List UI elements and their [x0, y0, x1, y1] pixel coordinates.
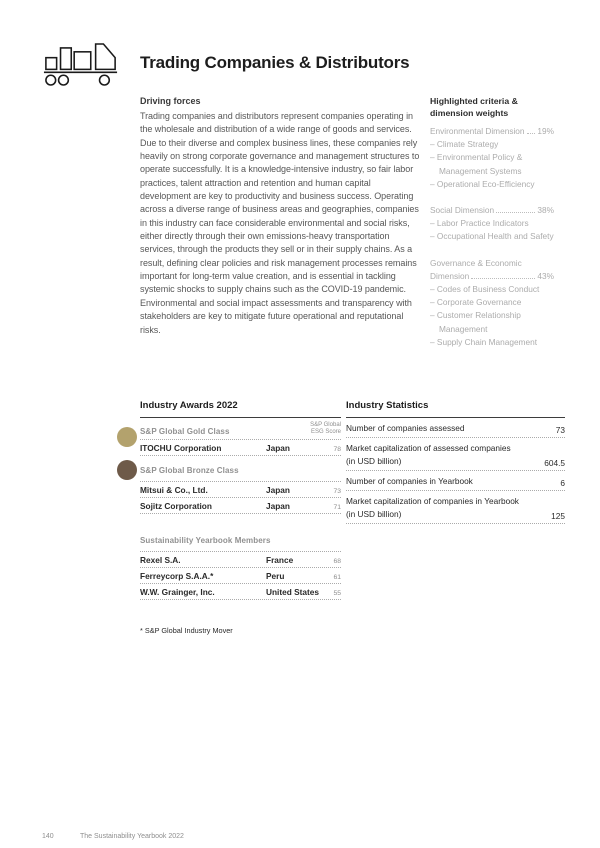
- esg-score: 73: [333, 487, 341, 495]
- stat-value: 125: [551, 510, 565, 521]
- criteria-section: [430, 96, 554, 362]
- dimension-environmental: [430, 125, 554, 191]
- stat-label-line2: (in USD billion): [346, 508, 402, 519]
- spacer: [140, 514, 341, 526]
- gold-medal-icon: [117, 427, 137, 447]
- table-row: [140, 552, 341, 568]
- stat-label: Number of companies in Yearbook: [346, 475, 473, 486]
- company-name: Sojitz Corporation: [140, 500, 212, 511]
- criteria-heading: Highlighted criteria & dimension weights: [430, 96, 518, 118]
- gold-class-header-row: [140, 418, 341, 440]
- driving-forces-section: [140, 96, 421, 337]
- company-country: Peru: [266, 570, 285, 581]
- dimension-governance: [430, 257, 554, 349]
- driving-forces-heading: Driving forces: [140, 96, 201, 106]
- company-name: Ferreycorp S.A.A.*: [140, 570, 214, 581]
- dimension-label-prefix: Governance & Economic: [430, 257, 522, 268]
- criterion-item: – Occupational Health and Safety: [430, 230, 554, 243]
- company-country: Japan: [266, 442, 290, 453]
- dimension-weight: 38%: [537, 205, 554, 216]
- dot-leader: [496, 212, 535, 213]
- table-row: [346, 438, 565, 471]
- footer-text: The Sustainability Yearbook 2022: [80, 833, 184, 840]
- driving-forces-body: Trading companies and distributors represent companies operating in the wholesale and distribution of a wide range of goods and services. Due to their diverse and complex business lines, these companies rely heavily on strong corporate governance and management structures to operate successfully. It is a knowledge-intensive industry, so fair labor practices, talent attraction and retention and human capital development are key to productivity and business success. Operating across a diverse range of business areas and geographies, companies in this industry can face considerable environmental and social risks, either directly through their own emissions-heavy transportation services, through the products they sell or in their supply chains. As a result, defining clear policies and risk management processes remains important for long-term value creation, and is essential in tackling systemic shocks to supply chains such as the COVID-19 pandemic. Environmental and social impact assessments and transparency with stakeholders are key to mitigate future operational and reputational risks.: [140, 111, 420, 335]
- company-country: United States: [266, 586, 320, 597]
- stat-label: Number of companies assessed: [346, 422, 465, 433]
- industry-awards-section: [140, 400, 341, 635]
- criterion-item: – Corporate Governance: [430, 296, 554, 309]
- dot-leader: [471, 278, 535, 279]
- dimension-label: Environmental Dimension: [430, 126, 525, 136]
- table-row: [140, 440, 341, 456]
- table-row: [140, 498, 341, 514]
- company-name: W.W. Grainger, Inc.: [140, 586, 215, 597]
- table-row: [140, 584, 341, 600]
- industry-mover-footnote: * S&P Global Industry Mover: [140, 626, 233, 635]
- page-footer: [42, 833, 184, 840]
- bronze-medal-icon: [117, 460, 137, 480]
- company-name: ITOCHU Corporation: [140, 442, 222, 453]
- esg-score: 61: [333, 573, 341, 581]
- statistics-heading: Industry Statistics: [346, 400, 565, 418]
- members-header-row: [140, 526, 341, 552]
- dimension-social: [430, 204, 554, 244]
- table-row: [140, 568, 341, 584]
- stat-label-line2: (in USD billion): [346, 455, 402, 466]
- company-country: Japan: [266, 500, 290, 511]
- criterion-item: – Labor Practice Indicators: [430, 217, 554, 230]
- esg-score: 55: [333, 589, 341, 597]
- company-name: Rexel S.A.: [140, 554, 181, 565]
- stat-value: 6: [560, 477, 565, 488]
- bronze-class-header-row: [140, 456, 341, 482]
- industry-statistics-section: [346, 400, 565, 524]
- gold-class-label: S&P Global Gold Class: [140, 427, 230, 436]
- truck-icon: [42, 40, 120, 94]
- criterion-item: – Climate Strategy: [430, 138, 554, 151]
- dimension-label: Dimension: [430, 270, 470, 281]
- criterion-item: – Customer Relationship Management: [430, 309, 554, 335]
- dot-leader: [527, 133, 536, 134]
- table-row: [346, 491, 565, 524]
- criterion-item: – Supply Chain Management: [430, 336, 554, 349]
- page-number: 140: [42, 833, 54, 840]
- esg-score-column-header: S&P Global ESG Score: [310, 422, 341, 435]
- page-title: Trading Companies & Distributors: [140, 53, 410, 73]
- company-name: Mitsui & Co., Ltd.: [140, 484, 208, 495]
- criterion-item: – Operational Eco-Efficiency: [430, 178, 554, 191]
- dimension-label: Social Dimension: [430, 205, 495, 216]
- stat-label: Market capitalization of assessed companies: [346, 442, 511, 453]
- dimension-weight: 43%: [537, 270, 554, 281]
- esg-score: 78: [333, 445, 341, 453]
- awards-heading: Industry Awards 2022: [140, 400, 341, 418]
- criterion-item: – Codes of Business Conduct: [430, 283, 554, 296]
- dimension-weight: 19%: [537, 126, 554, 136]
- company-country: Japan: [266, 484, 290, 495]
- bronze-class-label: S&P Global Bronze Class: [140, 466, 239, 475]
- table-row: [140, 482, 341, 498]
- stat-value: 73: [555, 424, 565, 435]
- table-row: [346, 418, 565, 438]
- company-country: France: [266, 554, 294, 565]
- esg-score: 68: [333, 557, 341, 565]
- esg-score: 71: [333, 503, 341, 511]
- stat-value: 604.5: [544, 457, 565, 468]
- members-label: Sustainability Yearbook Members: [140, 536, 271, 545]
- stat-label: Market capitalization of companies in Yearbook: [346, 495, 519, 506]
- table-row: [346, 471, 565, 491]
- criterion-item: – Environmental Policy & Management Systems: [430, 151, 554, 177]
